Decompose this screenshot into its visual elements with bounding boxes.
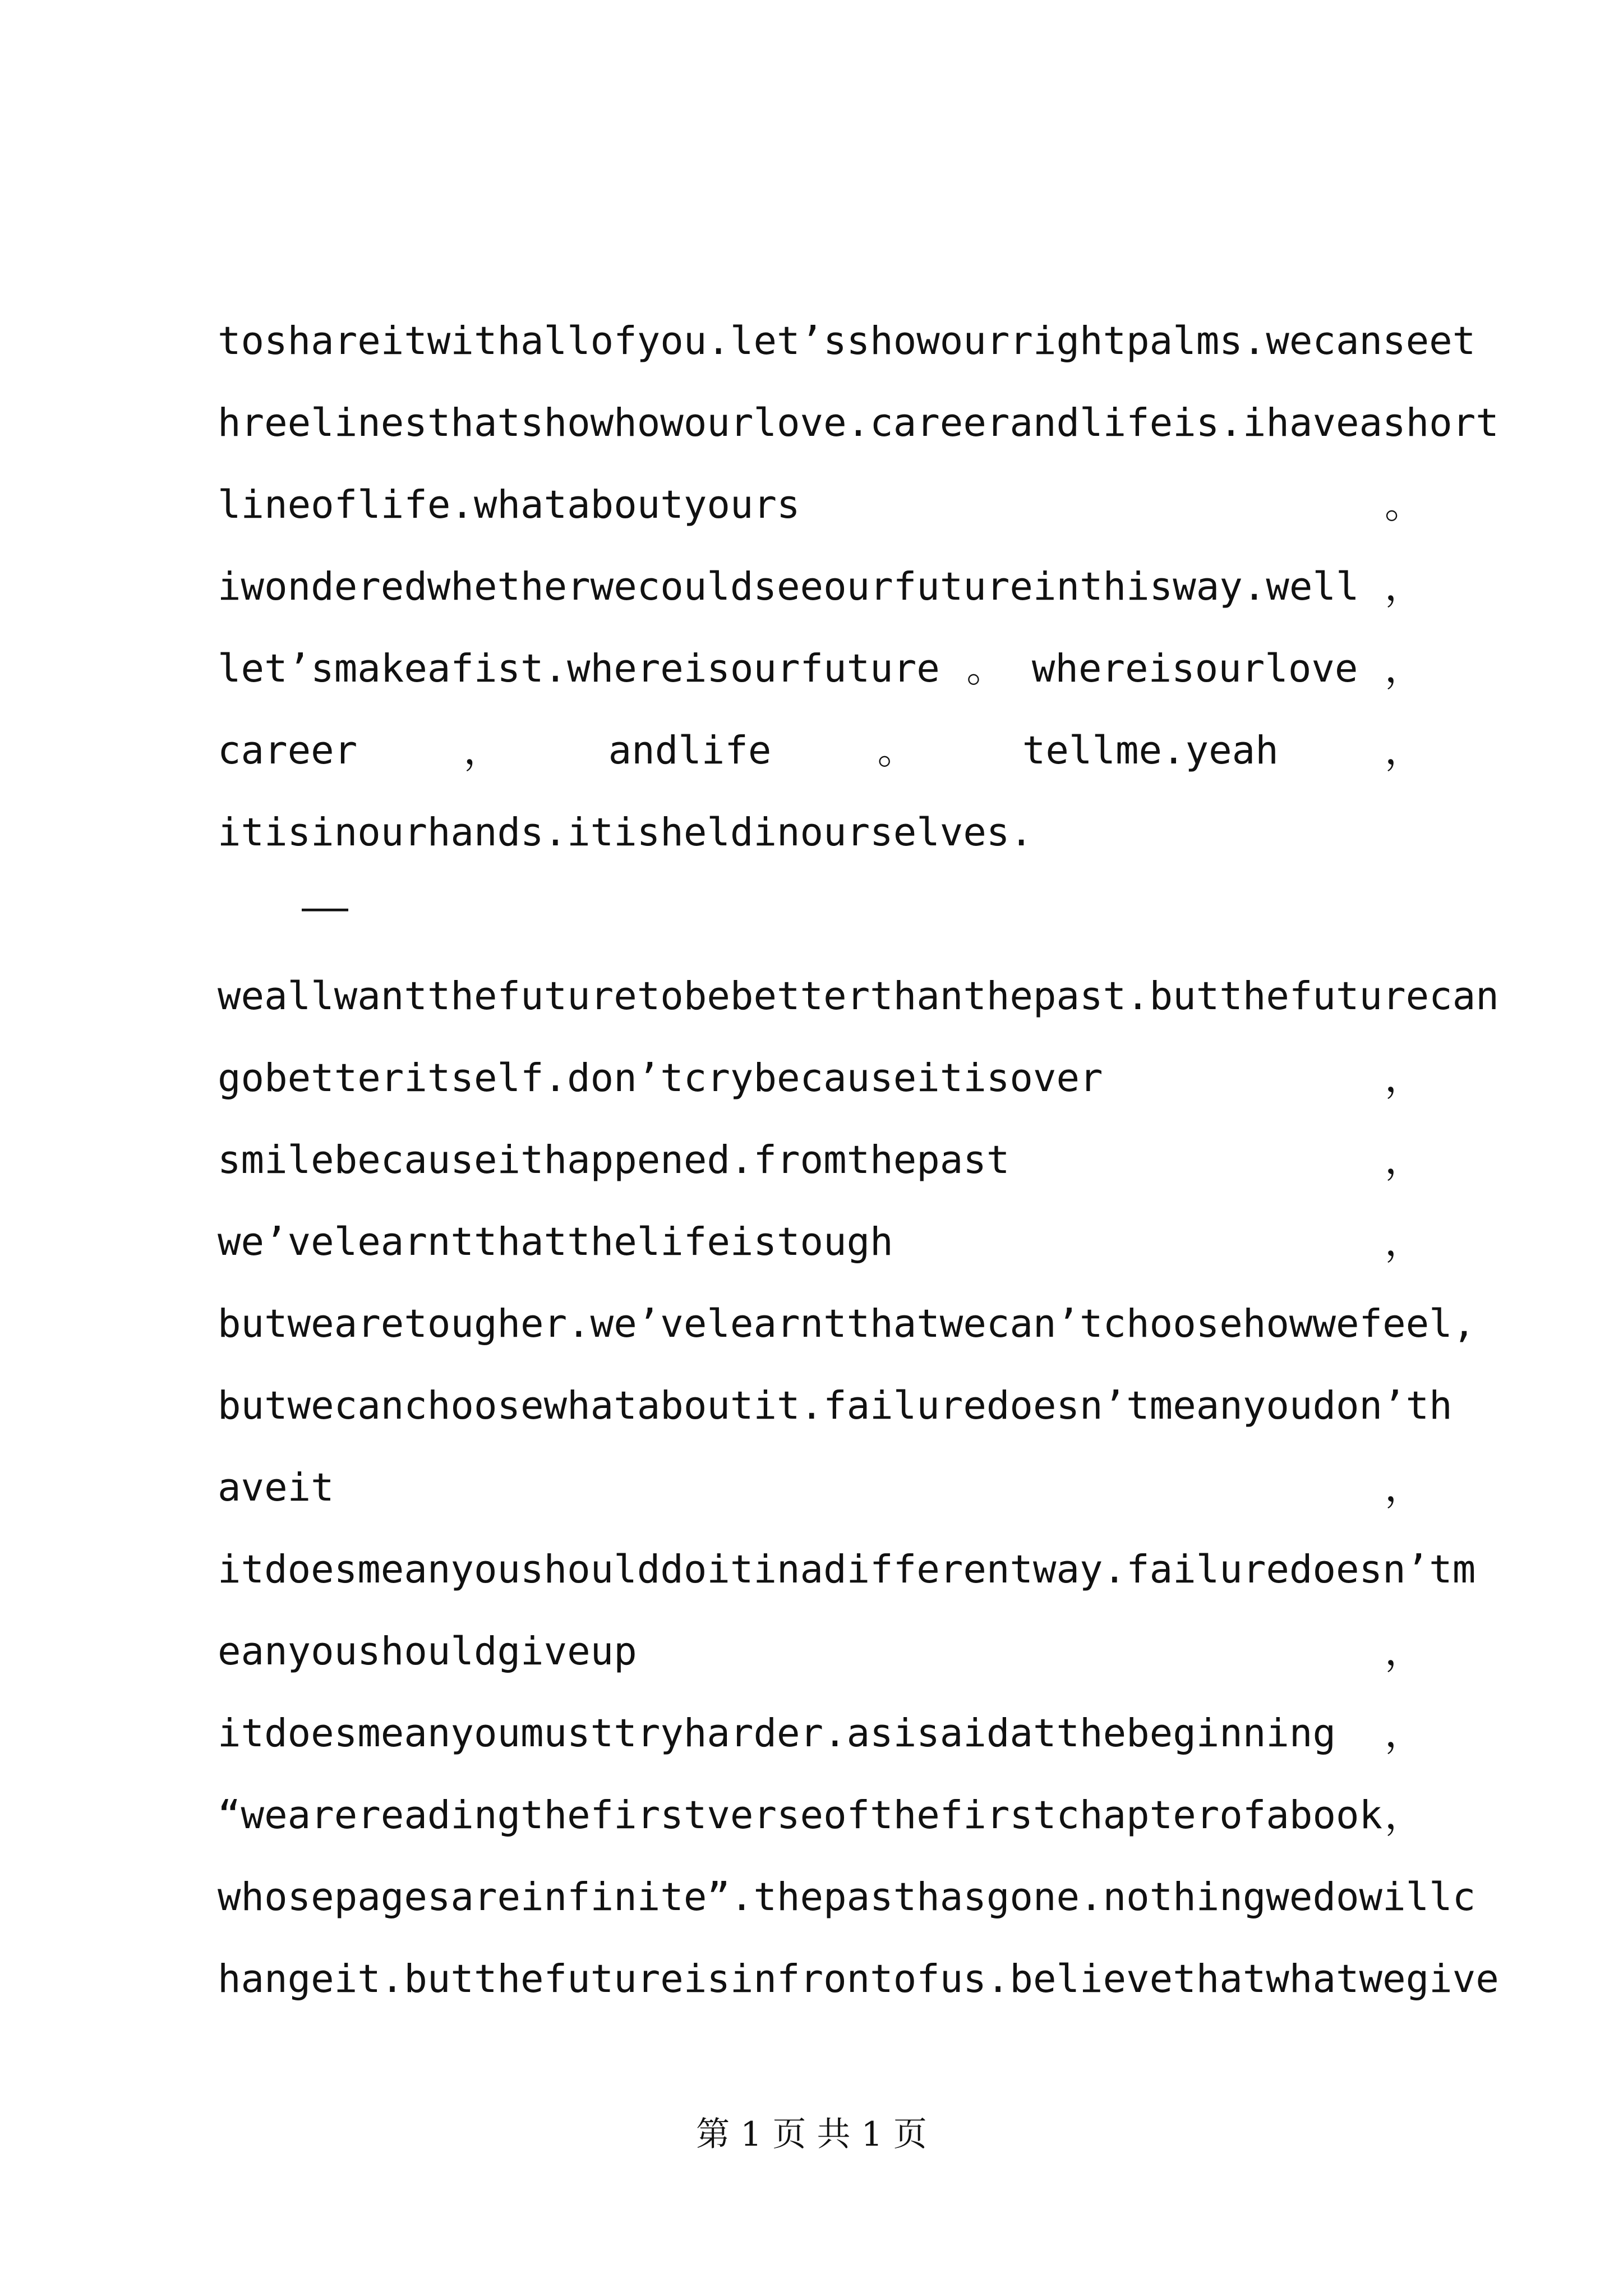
text-segment: “wearereadingthefirstverseofthefirstchapterofabook <box>218 1793 1383 1838</box>
punctuation: ， <box>1385 1220 1423 1264</box>
text-line: weallwantthefuturetobebetterthanthepast.butthefuturecan <box>218 974 1499 1019</box>
text-line <box>218 635 1423 702</box>
text-segment: tellme.yeah <box>1022 728 1279 773</box>
text-segment: lineoflife.whataboutyours <box>218 482 800 527</box>
punctuation: 。 <box>877 728 916 773</box>
text-segment: we’velearntthatthelifeistough <box>218 1220 893 1264</box>
text-line <box>218 1782 1423 1849</box>
text-segment: andlife <box>608 728 772 773</box>
page-number-footer: 第 1 页 共 1 页 <box>696 2115 927 2154</box>
text-line: hreelinesthatshowhowourlove.careerandlifeis.ihaveashort <box>218 401 1499 445</box>
punctuation: ， <box>463 728 502 773</box>
text-segment: career <box>218 728 358 773</box>
text-line <box>218 1045 1423 1112</box>
punctuation: 。 <box>1385 482 1423 527</box>
punctuation: ， <box>1385 564 1423 609</box>
text-segment: iwonderedwhetherwecouldseeourfutureinthisway.well <box>218 564 1359 609</box>
text-line: whosepagesareinfinite”.thepasthasgone.nothingwedowillc <box>218 1875 1476 1920</box>
punctuation: ， <box>1384 728 1423 773</box>
text-segment: let’smakeafist.whereisourfuture <box>218 646 940 691</box>
text-line: itdoesmeanyoushoulddoitinadifferentway.failuredoesn’tm <box>218 1547 1476 1592</box>
text-segment: itdoesmeanyoumusttryharder.asisaidatthebeginning <box>218 1711 1336 1756</box>
text-segment: smilebecauseithappened.fromthepast <box>218 1138 1010 1182</box>
text-line: butwecanchoosewhataboutit.failuredoesn’tmeanyoudon’th <box>218 1383 1453 1428</box>
punctuation: 。 <box>966 646 1006 691</box>
punctuation: ， <box>1385 1056 1423 1101</box>
text-line <box>218 553 1423 620</box>
text-line <box>218 1126 1423 1194</box>
text-line <box>218 1454 1423 1521</box>
text-segment: eanyoushouldgiveup <box>218 1629 637 1674</box>
text-segment: gobetteritself.don’tcrybecauseitisover <box>218 1056 1103 1101</box>
text-line: itisinourhands.itisheldinourselves. <box>218 810 1033 855</box>
text-line: hangeit.butthefutureisinfrontofus.believethatwhatwegive <box>218 1957 1499 2001</box>
text-line <box>218 471 1423 539</box>
punctuation: ， <box>1385 1138 1423 1182</box>
text-line <box>218 717 1423 784</box>
punctuation: ， <box>1384 646 1423 691</box>
text-segment: whereisourlove <box>1031 646 1358 691</box>
text-line <box>218 1208 1423 1276</box>
text-segment: aveit <box>218 1465 334 1510</box>
punctuation: ， <box>1385 1711 1423 1756</box>
text-line <box>218 1700 1423 1767</box>
text-line: butwearetougher.we’velearntthatwecan’tchoosehowwefeel, <box>218 1301 1476 1346</box>
text-line: toshareitwithallofyou.let’sshowourrightpalms.wecanseet <box>218 319 1476 364</box>
punctuation: ， <box>1385 1629 1423 1674</box>
text-line <box>218 1618 1423 1685</box>
punctuation: ， <box>1385 1465 1423 1510</box>
punctuation: ， <box>1385 1793 1423 1838</box>
separator-dash: —— <box>302 885 349 930</box>
